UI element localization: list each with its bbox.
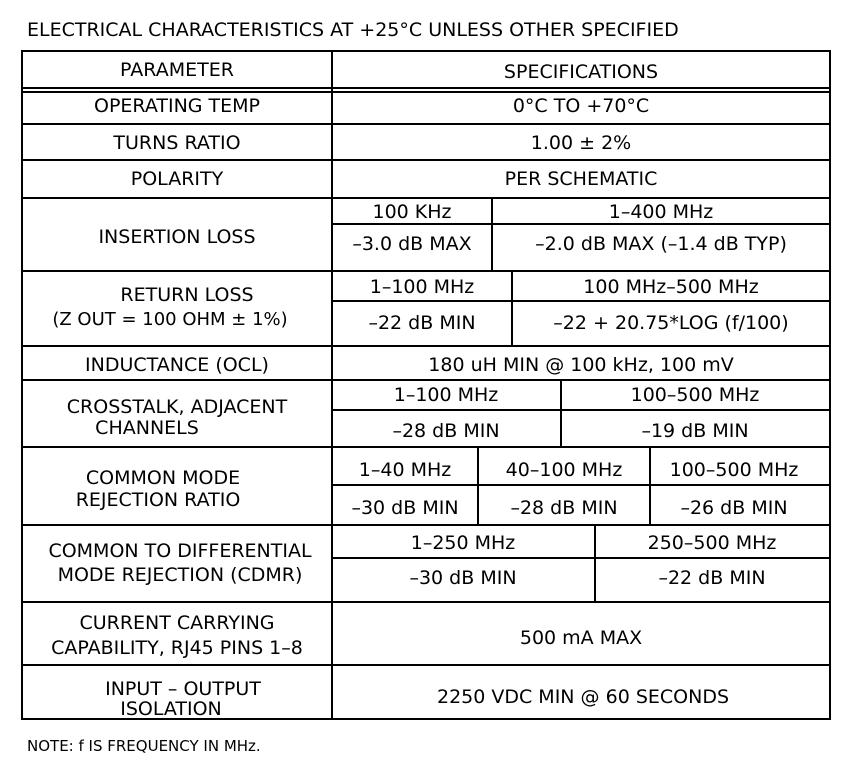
cmrr-value-1: –30 dB MIN bbox=[351, 497, 459, 519]
param-cdmr-line2: MODE REJECTION (CDMR) bbox=[57, 564, 303, 586]
value-operating-temp: 0°C TO +70°C bbox=[512, 95, 650, 117]
return-loss-value-1: –22 dB MIN bbox=[368, 312, 476, 334]
insertion-loss-value-1: –3.0 dB MAX bbox=[352, 233, 472, 255]
insertion-loss-freq-1: 100 KHz bbox=[372, 201, 452, 223]
cdmr-value-1: –30 dB MIN bbox=[409, 567, 517, 589]
param-inductance: INDUCTANCE (OCL) bbox=[85, 354, 269, 376]
cdmr-value-2: –22 dB MIN bbox=[658, 567, 766, 589]
param-current-line2: CAPABILITY, RJ45 PINS 1–8 bbox=[51, 637, 303, 659]
value-isolation: 2250 VDC MIN @ 60 SECONDS bbox=[436, 686, 730, 708]
param-cmrr: COMMON MODE bbox=[85, 467, 241, 489]
value-turns-ratio: 1.00 ± 2% bbox=[530, 132, 632, 154]
cdmr-freq-1: 1–250 MHz bbox=[410, 532, 516, 554]
param-insertion-loss: INSERTION LOSS bbox=[98, 226, 256, 248]
param-cdmr: COMMON TO DIFFERENTIAL bbox=[48, 540, 312, 562]
cdmr-freq-2: 250–500 MHz bbox=[647, 532, 777, 554]
param-operating-temp: OPERATING TEMP bbox=[93, 95, 261, 117]
crosstalk-freq-2: 100–500 MHz bbox=[630, 384, 760, 406]
param-turns-ratio: TURNS RATIO bbox=[113, 132, 241, 154]
table-title: ELECTRICAL CHARACTERISTICS AT +25°C UNLESS OTHER SPECIFIED bbox=[27, 19, 679, 41]
cmrr-freq-2: 40–100 MHz bbox=[505, 459, 623, 481]
cmrr-value-3: –26 dB MIN bbox=[680, 497, 788, 519]
return-loss-freq-1: 1–100 MHz bbox=[369, 276, 475, 298]
crosstalk-value-1: –28 dB MIN bbox=[392, 420, 500, 442]
param-crosstalk-line2: CHANNELS bbox=[95, 417, 199, 439]
param-current: CURRENT CARRYING bbox=[79, 612, 275, 634]
value-inductance: 180 uH MIN @ 100 kHz, 100 mV bbox=[428, 354, 734, 376]
footnote: NOTE: f IS FREQUENCY IN MHz. bbox=[27, 737, 261, 755]
cmrr-freq-1: 1–40 MHz bbox=[358, 459, 452, 481]
cmrr-value-2: –28 dB MIN bbox=[510, 497, 618, 519]
param-cmrr-line2: REJECTION RATIO bbox=[75, 489, 241, 511]
param-isolation: INPUT – OUTPUT bbox=[105, 678, 261, 700]
crosstalk-value-2: –19 dB MIN bbox=[641, 420, 749, 442]
value-polarity: PER SCHEMATIC bbox=[504, 168, 658, 190]
param-polarity: POLARITY bbox=[130, 168, 224, 190]
return-loss-freq-2: 100 MHz–500 MHz bbox=[583, 276, 759, 298]
header-specifications: SPECIFICATIONS bbox=[503, 61, 659, 83]
param-crosstalk: CROSSTALK, ADJACENT bbox=[66, 396, 288, 418]
return-loss-value-2: –22 + 20.75*LOG (f/100) bbox=[553, 312, 789, 334]
param-isolation-line2: ISOLATION bbox=[120, 698, 222, 720]
header-parameter: PARAMETER bbox=[120, 59, 234, 81]
insertion-loss-value-2: –2.0 dB MAX (–1.4 dB TYP) bbox=[535, 233, 787, 255]
param-return-loss: RETURN LOSS bbox=[120, 284, 254, 306]
crosstalk-freq-1: 1–100 MHz bbox=[393, 384, 499, 406]
value-current: 500 mA MAX bbox=[519, 627, 643, 649]
param-return-loss-impedance: (Z OUT = 100 OHM ± 1%) bbox=[52, 309, 288, 330]
cmrr-freq-3: 100–500 MHz bbox=[669, 459, 799, 481]
insertion-loss-freq-2: 1–400 MHz bbox=[608, 201, 714, 223]
